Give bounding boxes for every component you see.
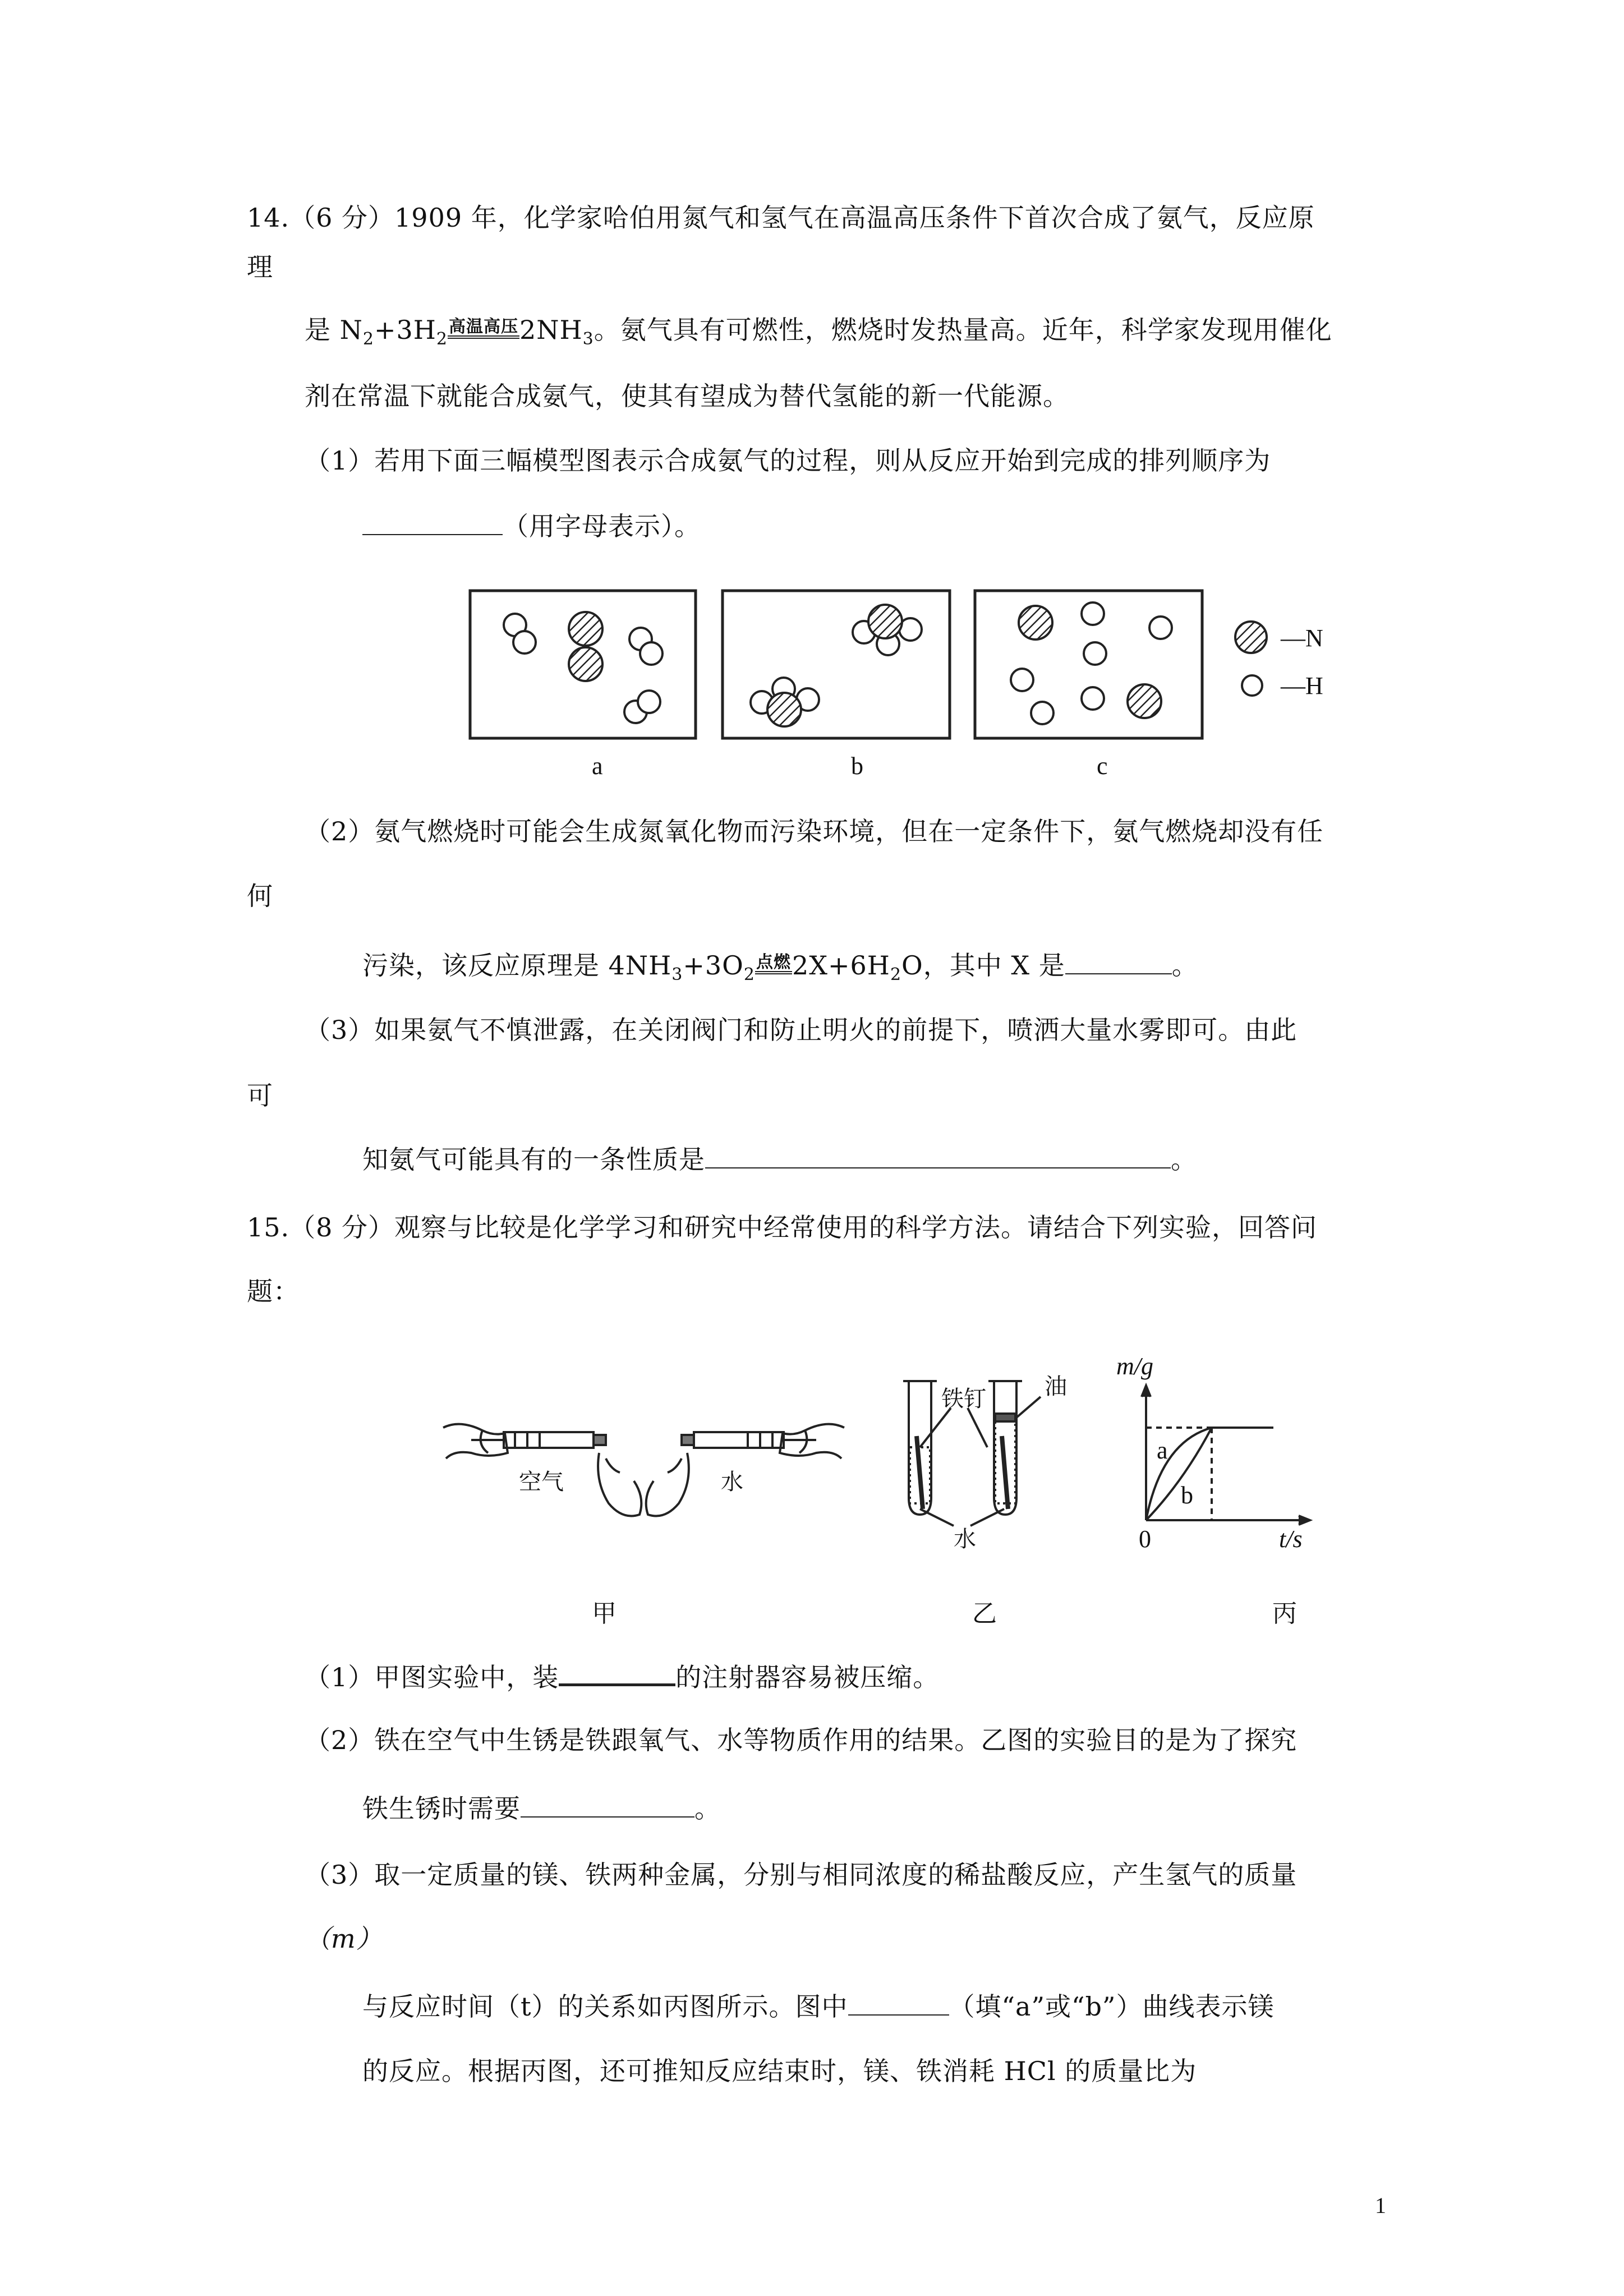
q15-p3-text-a: 与反应时间（t）的关系如丙图所示。图中 [362, 1991, 848, 2022]
curve-a-label: a [1157, 1437, 1168, 1464]
q14-p2-text-b: +3O [683, 950, 744, 981]
q15-line1: 15.（8 分）观察与比较是化学学习和研究中经常使用的科学方法。请结合下列实验，回答问 [247, 1212, 1318, 1243]
q15-p2-end: 。 [694, 1793, 721, 1824]
caption-a: a [592, 752, 603, 780]
q15-part2-line2 [362, 1792, 721, 1825]
page-number: 1 [1375, 2193, 1386, 2218]
q14-p2-text-a: 污染，该反应原理是 4NH [362, 950, 672, 981]
curve-b [1146, 1428, 1212, 1520]
q15-part3-line3 [362, 1990, 1274, 2023]
q14-p2-sub1: 3 [671, 965, 683, 985]
label-water-tube: 水 [954, 1526, 976, 1552]
q14-p3-text: 知氨气可能具有的一条性质是 [362, 1144, 705, 1175]
reaction-condition: 高温高压 [448, 319, 519, 339]
label-water-syringe: 水 [721, 1469, 743, 1495]
q15-part3-line4: 的反应。根据丙图，还可推知反应结束时，镁、铁消耗 HCl 的质量比为 [362, 2056, 1197, 2086]
graph-ylabel: m/g [1116, 1352, 1153, 1380]
model-box-a [470, 591, 696, 738]
q14-part3-line1b: 可 [247, 1080, 273, 1111]
model-box-c [975, 591, 1202, 738]
legend-hydrogen-icon [1242, 675, 1262, 696]
answer-blank-x[interactable] [1065, 949, 1172, 974]
q14-part2-line2 [362, 949, 1198, 985]
legend-nitrogen-label: —N [1281, 624, 1323, 652]
q14-eq-text-a: 是 N [305, 315, 363, 345]
graph-origin: 0 [1139, 1525, 1151, 1553]
q15-p3-text-b: （填“a”或“b”）曲线表示镁 [949, 1991, 1275, 2022]
q14-line1: 14.（6 分）1909 年，化学家哈伯用氮气和氢气在高温高压条件下首次合成了氨气，反应原 [247, 203, 1315, 233]
q15-part2-line1: （2）铁在空气中生锈是铁跟氧气、水等物质作用的结果。乙图的实验目的是为了探究 [305, 1725, 1298, 1755]
answer-blank-property[interactable] [705, 1143, 1171, 1168]
q15-p1-text-a: （1）甲图实验中，装 [305, 1662, 559, 1692]
legend-hydrogen-label: —H [1281, 672, 1323, 700]
caption-c: c [1097, 752, 1108, 780]
q14-eq-sub1: 2 [362, 329, 374, 349]
figure-caption-bing: 丙 [1272, 1599, 1297, 1628]
q15-part1 [305, 1659, 939, 1694]
q14-p2-end: 。 [1171, 950, 1198, 981]
q14-eq-sub3: 3 [582, 329, 594, 349]
q15-part3-line2: （m） [305, 1924, 383, 1954]
q14-eq-sub2: 2 [436, 329, 448, 349]
answer-blank-order[interactable] [362, 509, 503, 535]
q14-part1-hint: （用字母表示）。 [503, 511, 701, 541]
combustion-condition: 点燃 [755, 954, 792, 974]
q14-part2-line1: （2）氨气燃烧时可能会生成氮氧化物而污染环境，但在一定条件下，氨气燃烧却没有任 [305, 816, 1324, 846]
q15-p1-text-b: 的注射器容易被压缩。 [675, 1662, 940, 1692]
answer-blank-rust[interactable] [521, 1792, 694, 1818]
q14-eq-text-c: 2NH [519, 315, 583, 345]
q14-part2-line1b: 何 [247, 881, 273, 911]
legend-nitrogen-icon [1235, 622, 1267, 653]
label-air: 空气 [519, 1469, 564, 1495]
figure-caption-yi: 乙 [972, 1599, 997, 1628]
q14-part1-line2 [362, 509, 701, 543]
q15-line1b: 题： [247, 1276, 300, 1306]
q14-p3-end: 。 [1171, 1144, 1197, 1175]
model-box-b [723, 591, 950, 738]
q14-part1-line1: （1）若用下面三幅模型图表示合成氨气的过程，则从反应开始到完成的排列顺序为 [305, 445, 1271, 476]
q15-p2-text: 铁生锈时需要 [362, 1793, 521, 1824]
q14-equation-line [305, 313, 1332, 347]
q14-line1b: 理 [247, 252, 273, 282]
q15-part3-line1: （3）取一定质量的镁、铁两种金属，分别与相同浓度的稀盐酸反应，产生氢气的质量 [305, 1860, 1298, 1890]
q14-p2-sub2: 2 [743, 965, 755, 985]
q14-part3-line2 [362, 1143, 1197, 1176]
label-oil: 油 [1045, 1374, 1067, 1400]
q14-part3-line1: （3）如果氨气不慎泄露，在关闭阀门和防止明火的前提下，喷洒大量水雾即可。由此 [305, 1015, 1298, 1045]
label-iron-nail: 铁钉 [941, 1386, 986, 1412]
q14-eq-text-d: 。氨气具有可燃性，燃烧时发热量高。近年，科学家发现用催化 [594, 315, 1332, 345]
figure-caption-jia: 甲 [592, 1599, 617, 1628]
curve-b-label: b [1181, 1481, 1193, 1509]
answer-blank-syringe[interactable] [559, 1659, 675, 1686]
q14-p2-sub3: 2 [890, 965, 902, 985]
q14-line3: 剂在常温下就能合成氨气，使其有望成为替代氢能的新一代能源。 [305, 381, 1069, 411]
q14-p2-text-c: 2X+6H [792, 950, 890, 981]
caption-b: b [851, 752, 863, 780]
q14-eq-text-b: +3H [374, 315, 436, 345]
answer-blank-curve[interactable] [848, 1990, 949, 2016]
graph-xlabel: t/s [1279, 1525, 1303, 1553]
q14-p2-text-d: O，其中 X 是 [901, 950, 1065, 981]
